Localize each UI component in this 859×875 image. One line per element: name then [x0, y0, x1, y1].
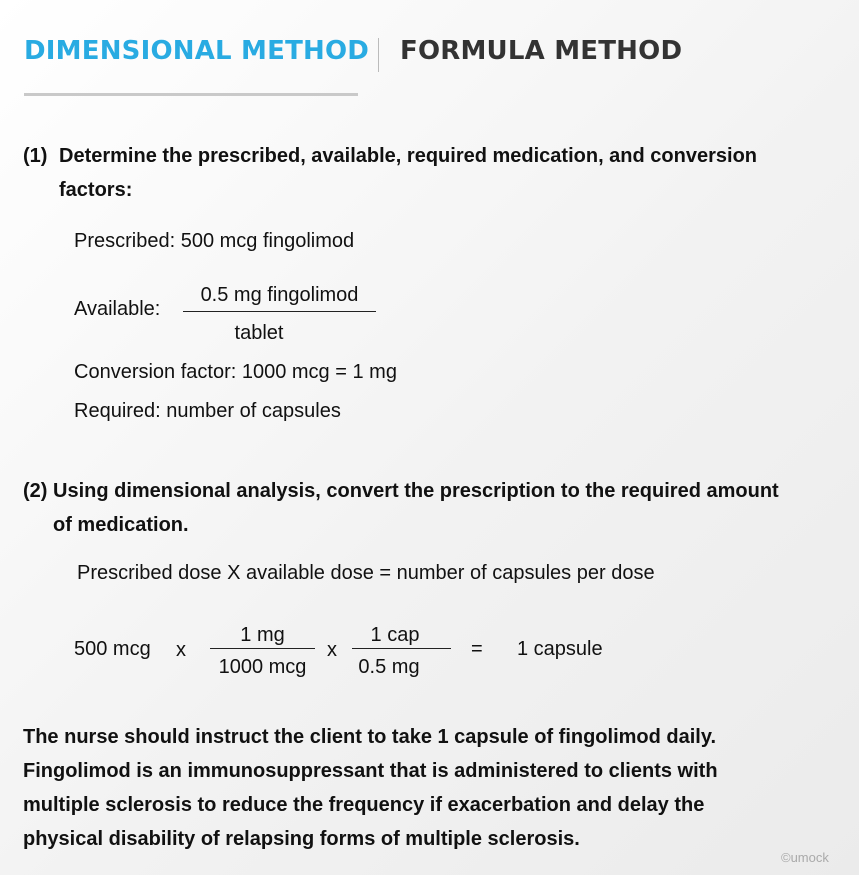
- equation-result: 1 capsule: [517, 638, 603, 660]
- equation-equals: =: [471, 638, 483, 660]
- conclusion-line1: The nurse should instruct the client to take 1 capsule of fingolimod daily.: [23, 726, 717, 748]
- frac2-numerator: 1 cap: [370, 624, 420, 646]
- required-text: Required: number of capsules: [74, 400, 341, 422]
- step2-heading-line2: of medication.: [53, 514, 189, 536]
- available-label: Available:: [74, 298, 161, 320]
- step2-heading-line1: (2) Using dimensional analysis, convert the prescription to the required amount: [23, 480, 779, 502]
- frac2-denominator: 0.5 mg: [358, 656, 420, 678]
- tab-formula-method[interactable]: FORMULA METHOD: [400, 36, 683, 66]
- conclusion-line2: Fingolimod is an immunosuppressant that is administered to clients with: [23, 760, 718, 782]
- formula-text: Prescribed dose X available dose = number of capsules per dose: [77, 562, 655, 584]
- conclusion-line3: multiple sclerosis to reduce the frequency if exacerbation and delay the: [23, 794, 705, 816]
- tab-dimensional-method[interactable]: DIMENSIONAL METHOD: [24, 36, 370, 66]
- frac1-denominator: 1000 mcg: [218, 656, 307, 678]
- conclusion-line4: physical disability of relapsing forms of multiple sclerosis.: [23, 828, 580, 850]
- available-fraction-bar: [183, 311, 376, 312]
- step1-heading-line1: Determine the prescribed, available, required medication, and conversion: [59, 145, 757, 167]
- available-denominator: tablet: [234, 322, 284, 344]
- frac2-bar: [352, 648, 451, 649]
- watermark: ©umock: [781, 850, 829, 865]
- available-numerator: 0.5 mg fingolimod: [200, 284, 359, 306]
- frac1-bar: [210, 648, 315, 649]
- equation-op1: x: [176, 639, 186, 661]
- step1-heading-line2: factors:: [59, 179, 133, 201]
- tab-separator: [378, 38, 379, 72]
- prescribed-text: Prescribed: 500 mcg fingolimod: [74, 230, 355, 252]
- step1-number: (1): [23, 145, 48, 167]
- frac1-numerator: 1 mg: [240, 624, 285, 646]
- equation-op2: x: [327, 639, 337, 661]
- conversion-text: Conversion factor: 1000 mcg = 1 mg: [74, 361, 397, 383]
- equation-term1: 500 mcg: [74, 638, 151, 660]
- active-tab-underline: [24, 93, 358, 96]
